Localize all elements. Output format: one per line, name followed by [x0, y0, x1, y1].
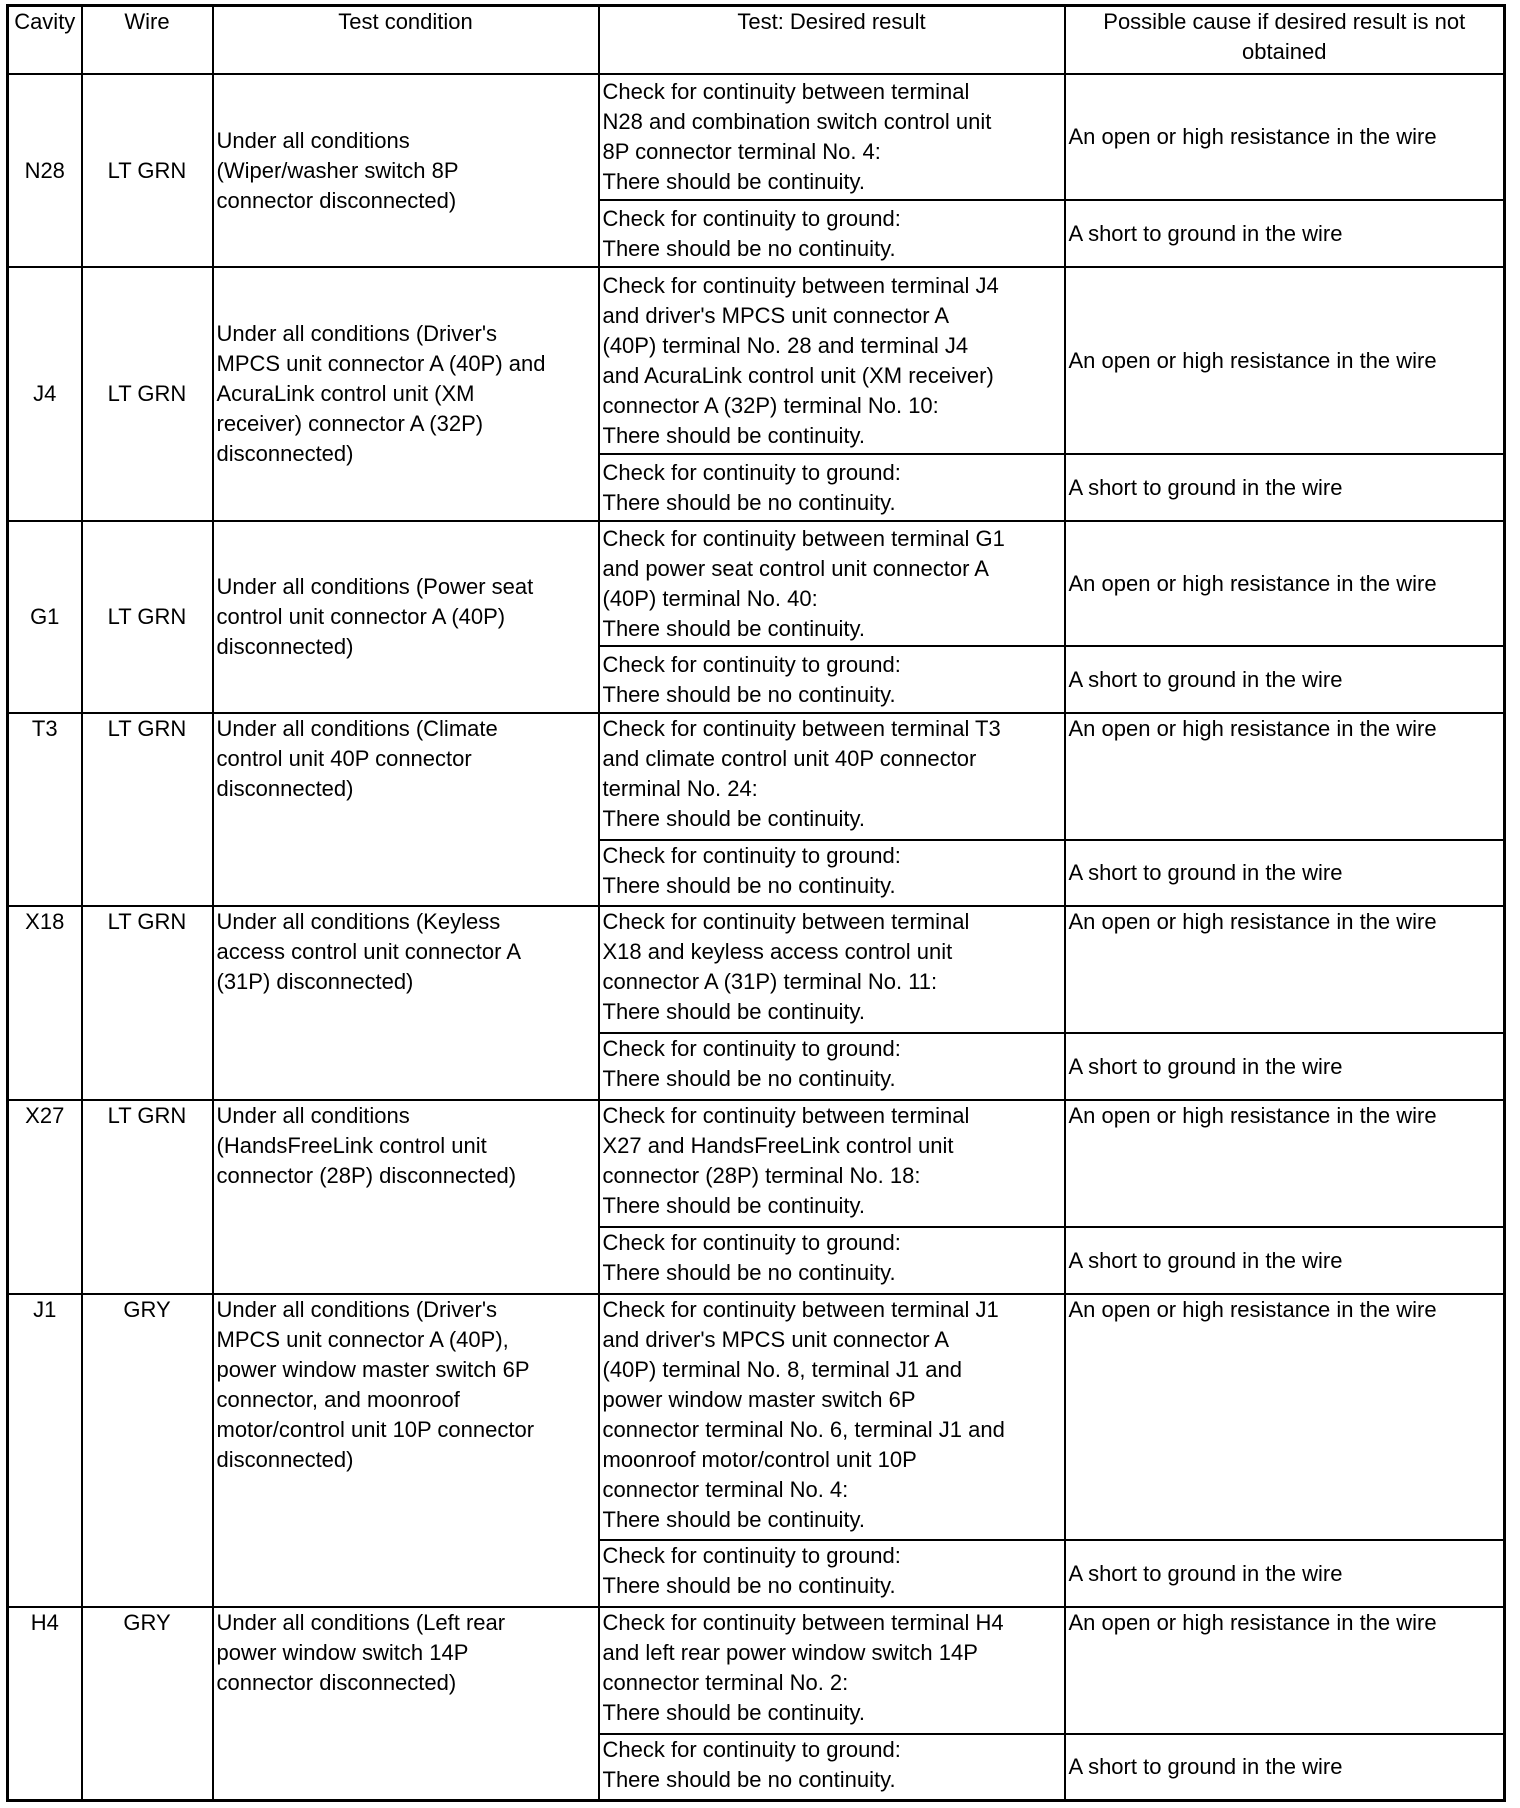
table-row [8, 906, 1505, 1033]
test-condition-cell: Under all conditions (Left rear power window switch 14P connector disconnected) [213, 1607, 599, 1800]
desired-result-cell: Check for continuity to ground: There should be no continuity. [599, 200, 1065, 267]
wire-cell: LT GRN [82, 906, 213, 1100]
test-condition-cell: Under all conditions (Climate control unit 40P connector disconnected) [213, 713, 599, 906]
wire-cell: LT GRN [82, 713, 213, 906]
test-condition-cell: Under all conditions (Wiper/washer switch 8P connector disconnected) [213, 74, 599, 267]
desired-result-cell: Check for continuity between terminal J4 and driver's MPCS unit connector A (40P) terminal No. 28 and terminal J4 and AcuraLink control unit (XM receiver) connector A (32P) terminal No. 10: There should be continuity. [599, 267, 1065, 454]
desired-result-cell: Check for continuity between terminal N28 and combination switch control unit 8P connector terminal No. 4: There should be continuity. [599, 74, 1065, 200]
continuity-test-table [6, 4, 1506, 1802]
wire-cell: GRY [82, 1607, 213, 1800]
table-row [8, 713, 1505, 840]
cavity-cell: H4 [8, 1607, 82, 1800]
table-row [8, 74, 1505, 200]
possible-cause-cell: An open or high resistance in the wire [1065, 1100, 1505, 1227]
table-row [8, 521, 1505, 646]
desired-result-cell: Check for continuity between terminal T3 and climate control unit 40P connector terminal No. 24: There should be continuity. [599, 713, 1065, 840]
desired-result-cell: Check for continuity between terminal J1 and driver's MPCS unit connector A (40P) terminal No. 8, terminal J1 and power window master switch 6P connector terminal No. 6, terminal J1 and moonroof motor/control unit 10P connector terminal No. 4: There should be continuity. [599, 1294, 1065, 1540]
header-desired-result: Test: Desired result [599, 6, 1065, 75]
wire-cell: LT GRN [82, 1100, 213, 1294]
possible-cause-cell: A short to ground in the wire [1065, 840, 1505, 906]
possible-cause-cell: A short to ground in the wire [1065, 1227, 1505, 1294]
possible-cause-cell: An open or high resistance in the wire [1065, 1607, 1505, 1734]
wire-cell: LT GRN [82, 74, 213, 267]
table-row [8, 1100, 1505, 1227]
header-wire: Wire [82, 6, 213, 75]
table-body [8, 74, 1505, 1800]
cavity-cell: G1 [8, 521, 82, 713]
possible-cause-cell: A short to ground in the wire [1065, 454, 1505, 521]
header-test-condition: Test condition [213, 6, 599, 75]
header-cavity: Cavity [8, 6, 82, 75]
possible-cause-cell: A short to ground in the wire [1065, 1540, 1505, 1607]
desired-result-cell: Check for continuity between terminal X27 and HandsFreeLink control unit connector (28P) terminal No. 18: There should be continuity. [599, 1100, 1065, 1227]
test-condition-cell: Under all conditions (Power seat control unit connector A (40P) disconnected) [213, 521, 599, 713]
desired-result-cell: Check for continuity to ground: There should be no continuity. [599, 1033, 1065, 1100]
possible-cause-cell: An open or high resistance in the wire [1065, 267, 1505, 454]
desired-result-cell: Check for continuity between terminal X18 and keyless access control unit connector A (31P) terminal No. 11: There should be continuity. [599, 906, 1065, 1033]
test-condition-cell: Under all conditions (HandsFreeLink control unit connector (28P) disconnected) [213, 1100, 599, 1294]
possible-cause-cell: An open or high resistance in the wire [1065, 1294, 1505, 1540]
test-condition-cell: Under all conditions (Driver's MPCS unit connector A (40P) and AcuraLink control unit (XM receiver) connector A (32P) disconnected) [213, 267, 599, 521]
possible-cause-cell: A short to ground in the wire [1065, 200, 1505, 267]
header-possible-cause: Possible cause if desired result is not obtained [1065, 6, 1505, 75]
wire-cell: LT GRN [82, 267, 213, 521]
desired-result-cell: Check for continuity to ground: There should be no continuity. [599, 1540, 1065, 1607]
possible-cause-cell: An open or high resistance in the wire [1065, 713, 1505, 840]
table-row [8, 1607, 1505, 1734]
header-row [8, 6, 1505, 75]
desired-result-cell: Check for continuity to ground: There should be no continuity. [599, 840, 1065, 906]
possible-cause-cell: An open or high resistance in the wire [1065, 906, 1505, 1033]
possible-cause-cell: A short to ground in the wire [1065, 646, 1505, 713]
desired-result-cell: Check for continuity to ground: There should be no continuity. [599, 1734, 1065, 1800]
possible-cause-cell: A short to ground in the wire [1065, 1734, 1505, 1800]
test-condition-cell: Under all conditions (Driver's MPCS unit connector A (40P), power window master switch 6P connector, and moonroof motor/control unit 10P connector disconnected) [213, 1294, 599, 1607]
desired-result-cell: Check for continuity between terminal G1 and power seat control unit connector A (40P) terminal No. 40: There should be continuity. [599, 521, 1065, 646]
cavity-cell: X18 [8, 906, 82, 1100]
cavity-cell: X27 [8, 1100, 82, 1294]
desired-result-cell: Check for continuity to ground: There should be no continuity. [599, 454, 1065, 521]
wire-cell: LT GRN [82, 521, 213, 713]
table-row [8, 1294, 1505, 1540]
possible-cause-cell: An open or high resistance in the wire [1065, 74, 1505, 200]
test-condition-cell: Under all conditions (Keyless access control unit connector A (31P) disconnected) [213, 906, 599, 1100]
possible-cause-cell: An open or high resistance in the wire [1065, 521, 1505, 646]
desired-result-cell: Check for continuity to ground: There should be no continuity. [599, 646, 1065, 713]
table-row [8, 267, 1505, 454]
possible-cause-cell: A short to ground in the wire [1065, 1033, 1505, 1100]
desired-result-cell: Check for continuity between terminal H4 and left rear power window switch 14P connector terminal No. 2: There should be continuity. [599, 1607, 1065, 1734]
cavity-cell: T3 [8, 713, 82, 906]
cavity-cell: J4 [8, 267, 82, 521]
wire-cell: GRY [82, 1294, 213, 1607]
cavity-cell: N28 [8, 74, 82, 267]
cavity-cell: J1 [8, 1294, 82, 1607]
desired-result-cell: Check for continuity to ground: There should be no continuity. [599, 1227, 1065, 1294]
